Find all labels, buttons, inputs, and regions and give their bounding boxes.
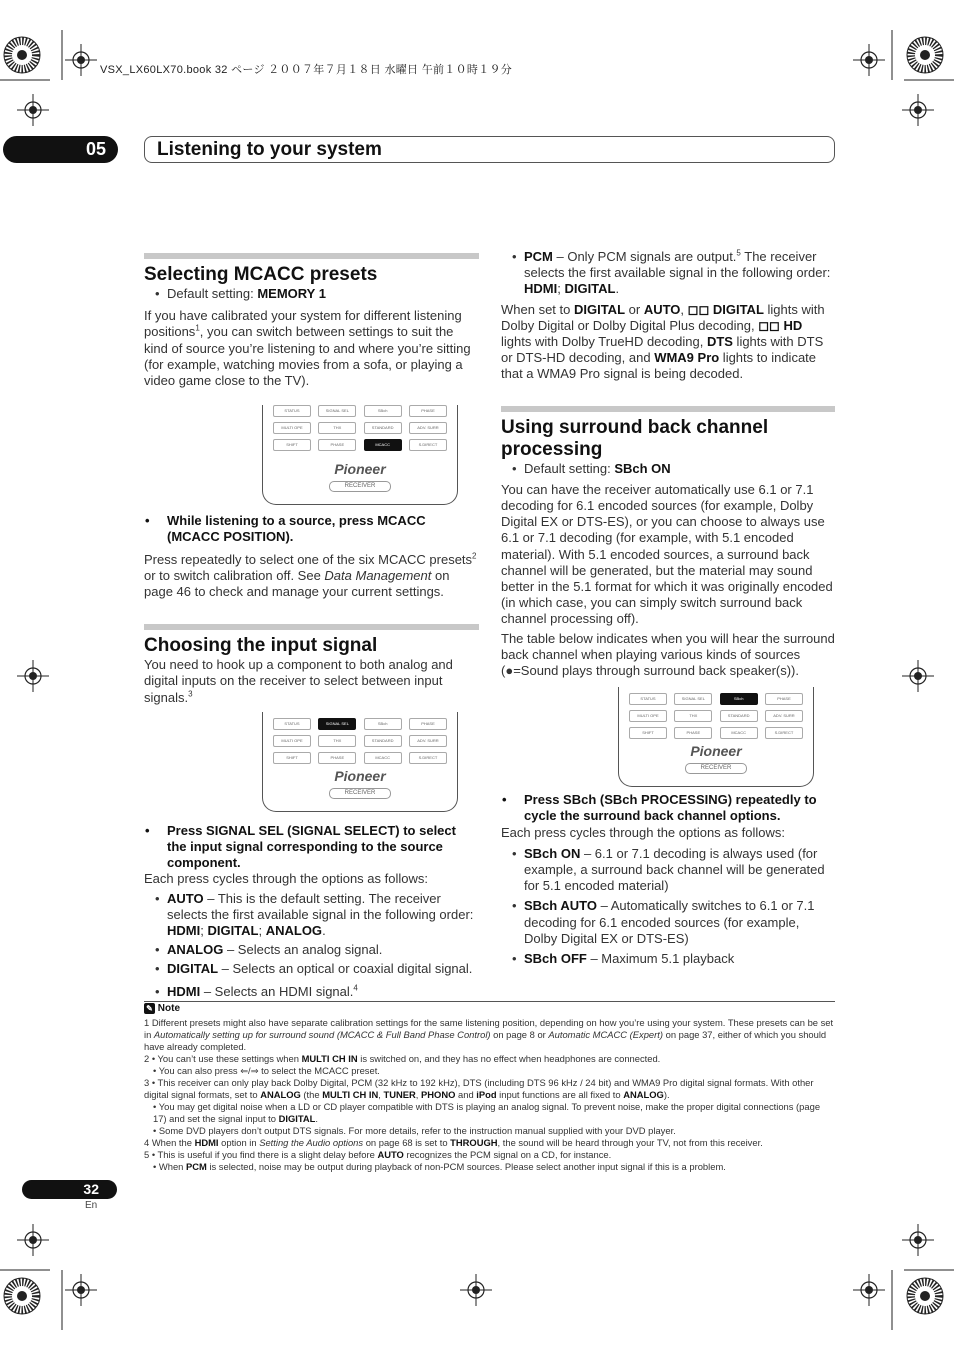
instruction-step: • While listening to a source, press MCACC (MCACC POSITION).: [145, 513, 426, 545]
print-header: VSX_LX60LX70.book 32 ページ ２００７年７月１８日 水曜日 午前１０時１９分: [100, 64, 513, 76]
list-item: • SBch ON – 6.1 or 7.1 decoding is always used (for example, a surround back channel will be generated for 5.1 encoded material): [512, 845, 825, 894]
list-item: • SBch AUTO – Automatically switches to 6.1 or 7.1 decoding for 6.1 encoded sources (for example, Dolby Digital EX or DTS-ES): [512, 898, 815, 946]
paragraph: You can have the receiver automatically use 6.1 or 7.1 decoding for 6.1 encoded sources (for example, Dolby Digital EX or DTS-ES), or you can choose to always use 6.1 or 7.1 decoding (for example, with 5.1 encoded material). With 5.1 encoded sources, a surround back channel will be generated, but the material may sound better in the 5.1 format for which it was originally encoded (in which case, you can simply switch surround back channel processing off).: [501, 481, 833, 627]
note-icon: ✎: [144, 1003, 155, 1014]
receiver-label: RECEIVER: [329, 788, 391, 799]
default-setting-sbch: • Default setting: SBch ON: [512, 460, 671, 476]
pioneer-logo: Pioneer: [334, 461, 386, 478]
left-column: [144, 253, 479, 1000]
paragraph: If you have calibrated your system for different listening positions$^1$, you can switch between settings to suit the kind of source you’re listening to and where you’re sitting (for example, watching movies from a sofa, or playing a video game close to the TV).: [144, 308, 471, 389]
list-item: • ANALOG – Selects an analog signal.: [155, 942, 383, 958]
sbch-key: SBch: [720, 693, 758, 705]
pioneer-logo: Pioneer: [690, 743, 742, 760]
note-3c: • Some DVD players don’t output DTS signals. For more details, refer to the instruction manual supplied with your DVD player.: [153, 1125, 676, 1136]
notes-heading: ✎ Note: [144, 1003, 180, 1014]
page-number: 32: [22, 1180, 117, 1199]
list-item: • PCM – Only PCM signals are output.$^5$ The receiver selects the first available signal in the following order: HDMI; DIGITAL.: [512, 248, 831, 297]
section-rule: [144, 624, 479, 630]
list-item: • AUTO – This is the default setting. The receiver selects the first available signal in the following order: HDMI; DIGITAL; ANALOG.: [155, 890, 474, 939]
note-5: 5 • This is useful if you find there is a slight delay before AUTO recognizes the PCM signal on a CD, for instance.: [144, 1149, 612, 1160]
receiver-label: RECEIVER: [685, 763, 747, 774]
pioneer-logo: Pioneer: [334, 767, 386, 784]
signal-sel-key: SIGNAL SEL: [318, 718, 356, 730]
remote-control: STATUS SIGNAL SEL SBch PHASE MULTI OPE THX STANDARD ADV. SURR SHIFT PHASE MCACC S.DIRECT Pioneer RECEIVER: [262, 405, 458, 505]
remote-illustration-sbch: [501, 685, 835, 790]
page-language: En: [85, 1200, 98, 1211]
right-column: [501, 249, 835, 967]
section-rule: [501, 406, 835, 412]
note-3: 3 • This receiver can only play back Dolby Digital, PCM (32 kHz to 192 kHz), DTS (including DTS 96 kHz / 24 bit) and WMA9 Pro digital signal formats. With other digital signal formats, set to ANALOG (the MULTI CH IN, TUNER, PHONO and iPod input functions are all fixed to ANALOG).: [144, 1077, 814, 1100]
instruction-step: • Press SIGNAL SEL (SIGNAL SELECT) to select the input signal corresponding to the source component.: [145, 822, 456, 871]
list-item: • DIGITAL – Selects an optical or coaxial digital signal.: [155, 961, 473, 977]
section-rule: [144, 253, 479, 259]
dolby-dd-icon: ◻◻: [687, 301, 713, 317]
notes-rule: [144, 1001, 835, 1002]
note-2b: • You can also press ⇐/⇒ to select the MCACC preset.: [153, 1065, 380, 1076]
dolby-dd-icon: ◻◻: [758, 317, 784, 333]
mcacc-key: MCACC: [364, 439, 402, 451]
notes-body: [144, 1017, 835, 1173]
paragraph: Each press cycles through the options as follows:: [144, 871, 428, 887]
note-4: 4 When the HDMI option in Setting the Audio options on page 68 is set to THROUGH, the sound will be heard through your TV, not from this receiver.: [144, 1137, 763, 1148]
section-title-mcacc: Selecting MCACC presets: [144, 264, 378, 285]
paragraph: Each press cycles through the options as follows:: [501, 824, 785, 840]
receiver-label: RECEIVER: [329, 481, 391, 492]
filled-circle-icon: ●: [505, 663, 514, 679]
section-title-input: Choosing the input signal: [144, 635, 378, 657]
remote-illustration-signal: [144, 712, 479, 822]
note-1: 1 Different presets might also have separate calibration settings for the same listening position, depending on how you’re using your system. These presets can be set in Automatically setting up for surround sound (MCACC & Full Band Phase Control) on page 8 or Automatic MCACC (Expert) on page 37, either of which you should have already completed.: [144, 1017, 834, 1052]
note-5b: • When PCM is selected, noise may be output during playback of non-PCM sources. Please select another input signal if this is a problem.: [153, 1161, 726, 1172]
paragraph: You need to hook up a component to both analog and digital inputs on the receiver to select between input signals.$^3$: [144, 657, 453, 705]
remote-control: STATUS SIGNAL SEL SBch PHASE MULTI OPE THX STANDARD ADV. SURR SHIFT PHASE MCACC S.DIRECT Pioneer RECEIVER: [618, 687, 814, 787]
default-setting-mcacc: • Default setting: MEMORY 1: [155, 286, 326, 301]
remote-illustration-mcacc: [144, 401, 479, 511]
list-item: • SBch OFF – Maximum 5.1 playback: [512, 951, 735, 967]
paragraph: When set to DIGITAL or AUTO, ◻◻ DIGITAL lights with Dolby Digital or Dolby Digital Plus decoding, ◻◻ HD lights with Dolby TrueHD decoding, DTS lights with DTS or DTS-HD decoding, and WMA9 Pro lights to indicate that a WMA9 Pro signal is being decoded.: [501, 301, 825, 382]
instruction-step: • Press SBch (SBch PROCESSING) repeatedly to cycle the surround back channel options.: [502, 792, 817, 824]
note-2: 2 • You can’t use these settings when MULTI CH IN is switched on, and they has no effect when headphones are connected.: [144, 1053, 661, 1064]
remote-control: STATUS SIGNAL SEL SBch PHASE MULTI OPE THX STANDARD ADV. SURR SHIFT PHASE MCACC S.DIRECT Pioneer RECEIVER: [262, 712, 458, 812]
list-item: • HDMI – Selects an HDMI signal.$^4$: [155, 983, 358, 999]
section-title-surround: Using surround back channel processing: [501, 416, 769, 460]
chapter-title: Listening to your system: [144, 136, 835, 163]
paragraph: Press repeatedly to select one of the six MCACC presets$^2$ or to switch calibration off. See Data Management on page 46 to check and manage your current settings.: [144, 551, 477, 600]
chapter-number: 05: [3, 136, 118, 163]
paragraph: The table below indicates when you will hear the surround back channel when playing various kinds of sources (●=Sound plays through surround back speaker(s)).: [501, 630, 835, 679]
note-3b: • You may get digital noise when a LD or CD player compatible with DTS is playing an analog signal. To prevent noise, make the proper digital connections (page 17) and set the signal input to DIGITAL.: [153, 1101, 821, 1124]
